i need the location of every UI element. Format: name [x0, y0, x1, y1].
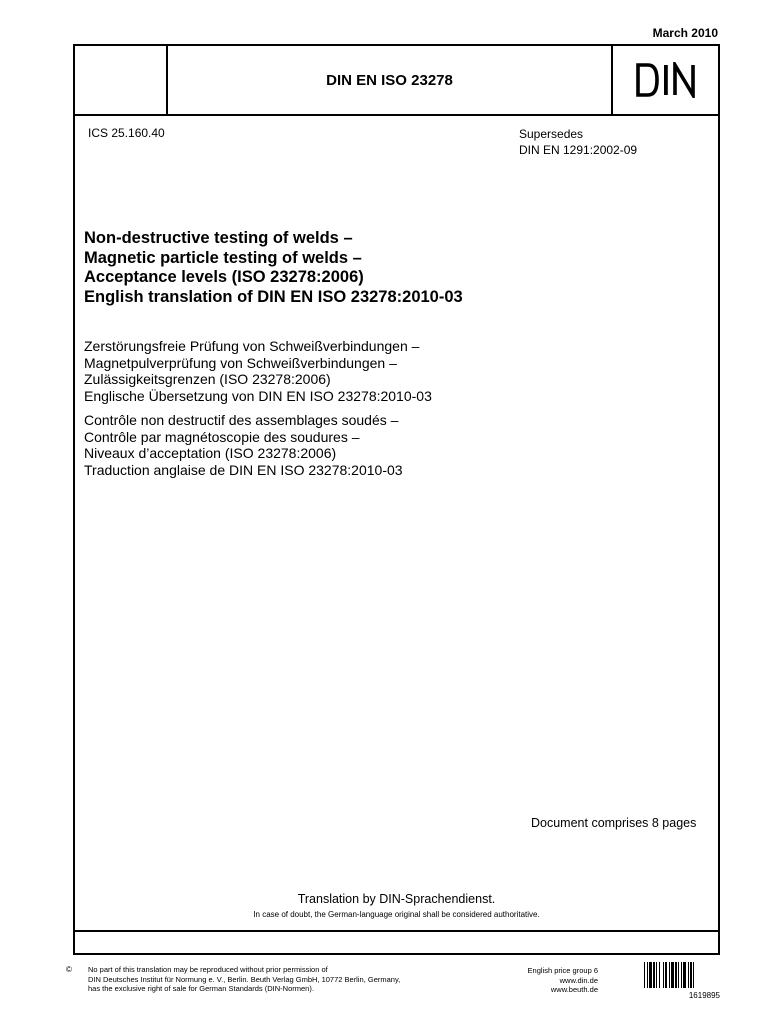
- title-french: [84, 412, 403, 478]
- rights-statement: [88, 965, 400, 994]
- rights-line: No part of this translation may be reproduced without prior permission of: [88, 965, 328, 974]
- barcode-bar: [663, 962, 664, 988]
- rights-line: DIN Deutsches Institut für Normung e. V., Berlin. Beuth Verlag GmbH, 10772 Berlin, Germany,: [88, 974, 401, 984]
- barcode-number: 1619895: [688, 991, 720, 1000]
- ics-code: ICS 25.160.40: [88, 126, 165, 140]
- barcode-bar: [647, 962, 648, 988]
- price-group: English price group 6: [527, 966, 598, 975]
- barcode-bar: [669, 962, 670, 988]
- document-id: DIN EN ISO 23278: [326, 71, 453, 89]
- publication-date: March 2010: [652, 26, 718, 40]
- title-en-line: Acceptance levels (ISO 23278:2006): [84, 268, 364, 286]
- footer-divider: [73, 930, 720, 932]
- price-info: [480, 966, 598, 995]
- title-de-line: Zulässigkeitsgrenzen (ISO 23278:2006): [84, 371, 331, 388]
- barcode-bar: [678, 962, 679, 988]
- barcode-bar: [644, 962, 645, 988]
- din-website-link[interactable]: www.din.de: [559, 975, 598, 985]
- barcode-bar: [681, 962, 682, 988]
- title-en-line: Non-destructive testing of welds –: [84, 229, 353, 247]
- barcode-bar: [683, 962, 686, 988]
- barcode-bar: [665, 962, 667, 988]
- title-de-line: Zerstörungsfreie Prüfung von Schweißverbindungen –: [84, 338, 420, 354]
- title-fr-line: Contrôle par magnétoscopie des soudures –: [84, 428, 360, 445]
- page-count: Document comprises 8 pages: [531, 816, 697, 830]
- copyright-icon: ©: [66, 965, 72, 974]
- translation-note: Translation by DIN-Sprachendienst.: [297, 892, 496, 906]
- barcode-bar: [656, 962, 657, 988]
- title-english: [84, 229, 463, 307]
- supersedes-value: DIN EN 1291:2002-09: [519, 143, 638, 157]
- barcode-bar: [659, 962, 660, 988]
- title-de-line: Magnetpulverprüfung von Schweißverbindungen –: [84, 354, 397, 371]
- supersedes-block: [519, 126, 637, 158]
- barcode-bar: [693, 962, 694, 988]
- title-en-line: English translation of DIN EN ISO 23278:2010-03: [84, 287, 463, 306]
- barcode-bar: [688, 962, 689, 988]
- title-fr-line: Niveaux d’acceptation (ISO 23278:2006): [84, 445, 337, 462]
- barcode-bar: [649, 962, 652, 988]
- barcode-bar: [690, 962, 692, 988]
- title-fr-line: Traduction anglaise de DIN EN ISO 23278:2010-03: [84, 461, 403, 478]
- barcode-bar: [675, 962, 677, 988]
- rights-line: has the exclusive right of sale for German Standards (DIN-Normen).: [88, 984, 314, 994]
- title-en-line: Magnetic particle testing of welds –: [84, 248, 362, 267]
- barcode-bar: [671, 962, 674, 988]
- din-logo-icon: [635, 62, 699, 98]
- authority-note: In case of doubt, the German-language original shall be considered authoritative.: [253, 910, 540, 919]
- barcode-icon: [644, 962, 720, 988]
- beuth-website-link[interactable]: www.beuth.de: [550, 985, 598, 995]
- title-fr-line: Contrôle non destructif des assemblages soudés –: [84, 412, 399, 428]
- din-logo: [613, 44, 720, 116]
- title-de-line: Englische Übersetzung von DIN EN ISO 23278:2010-03: [84, 387, 432, 404]
- supersedes-label: Supersedes: [519, 127, 584, 141]
- barcode-bar: [653, 962, 655, 988]
- title-german: [84, 338, 432, 404]
